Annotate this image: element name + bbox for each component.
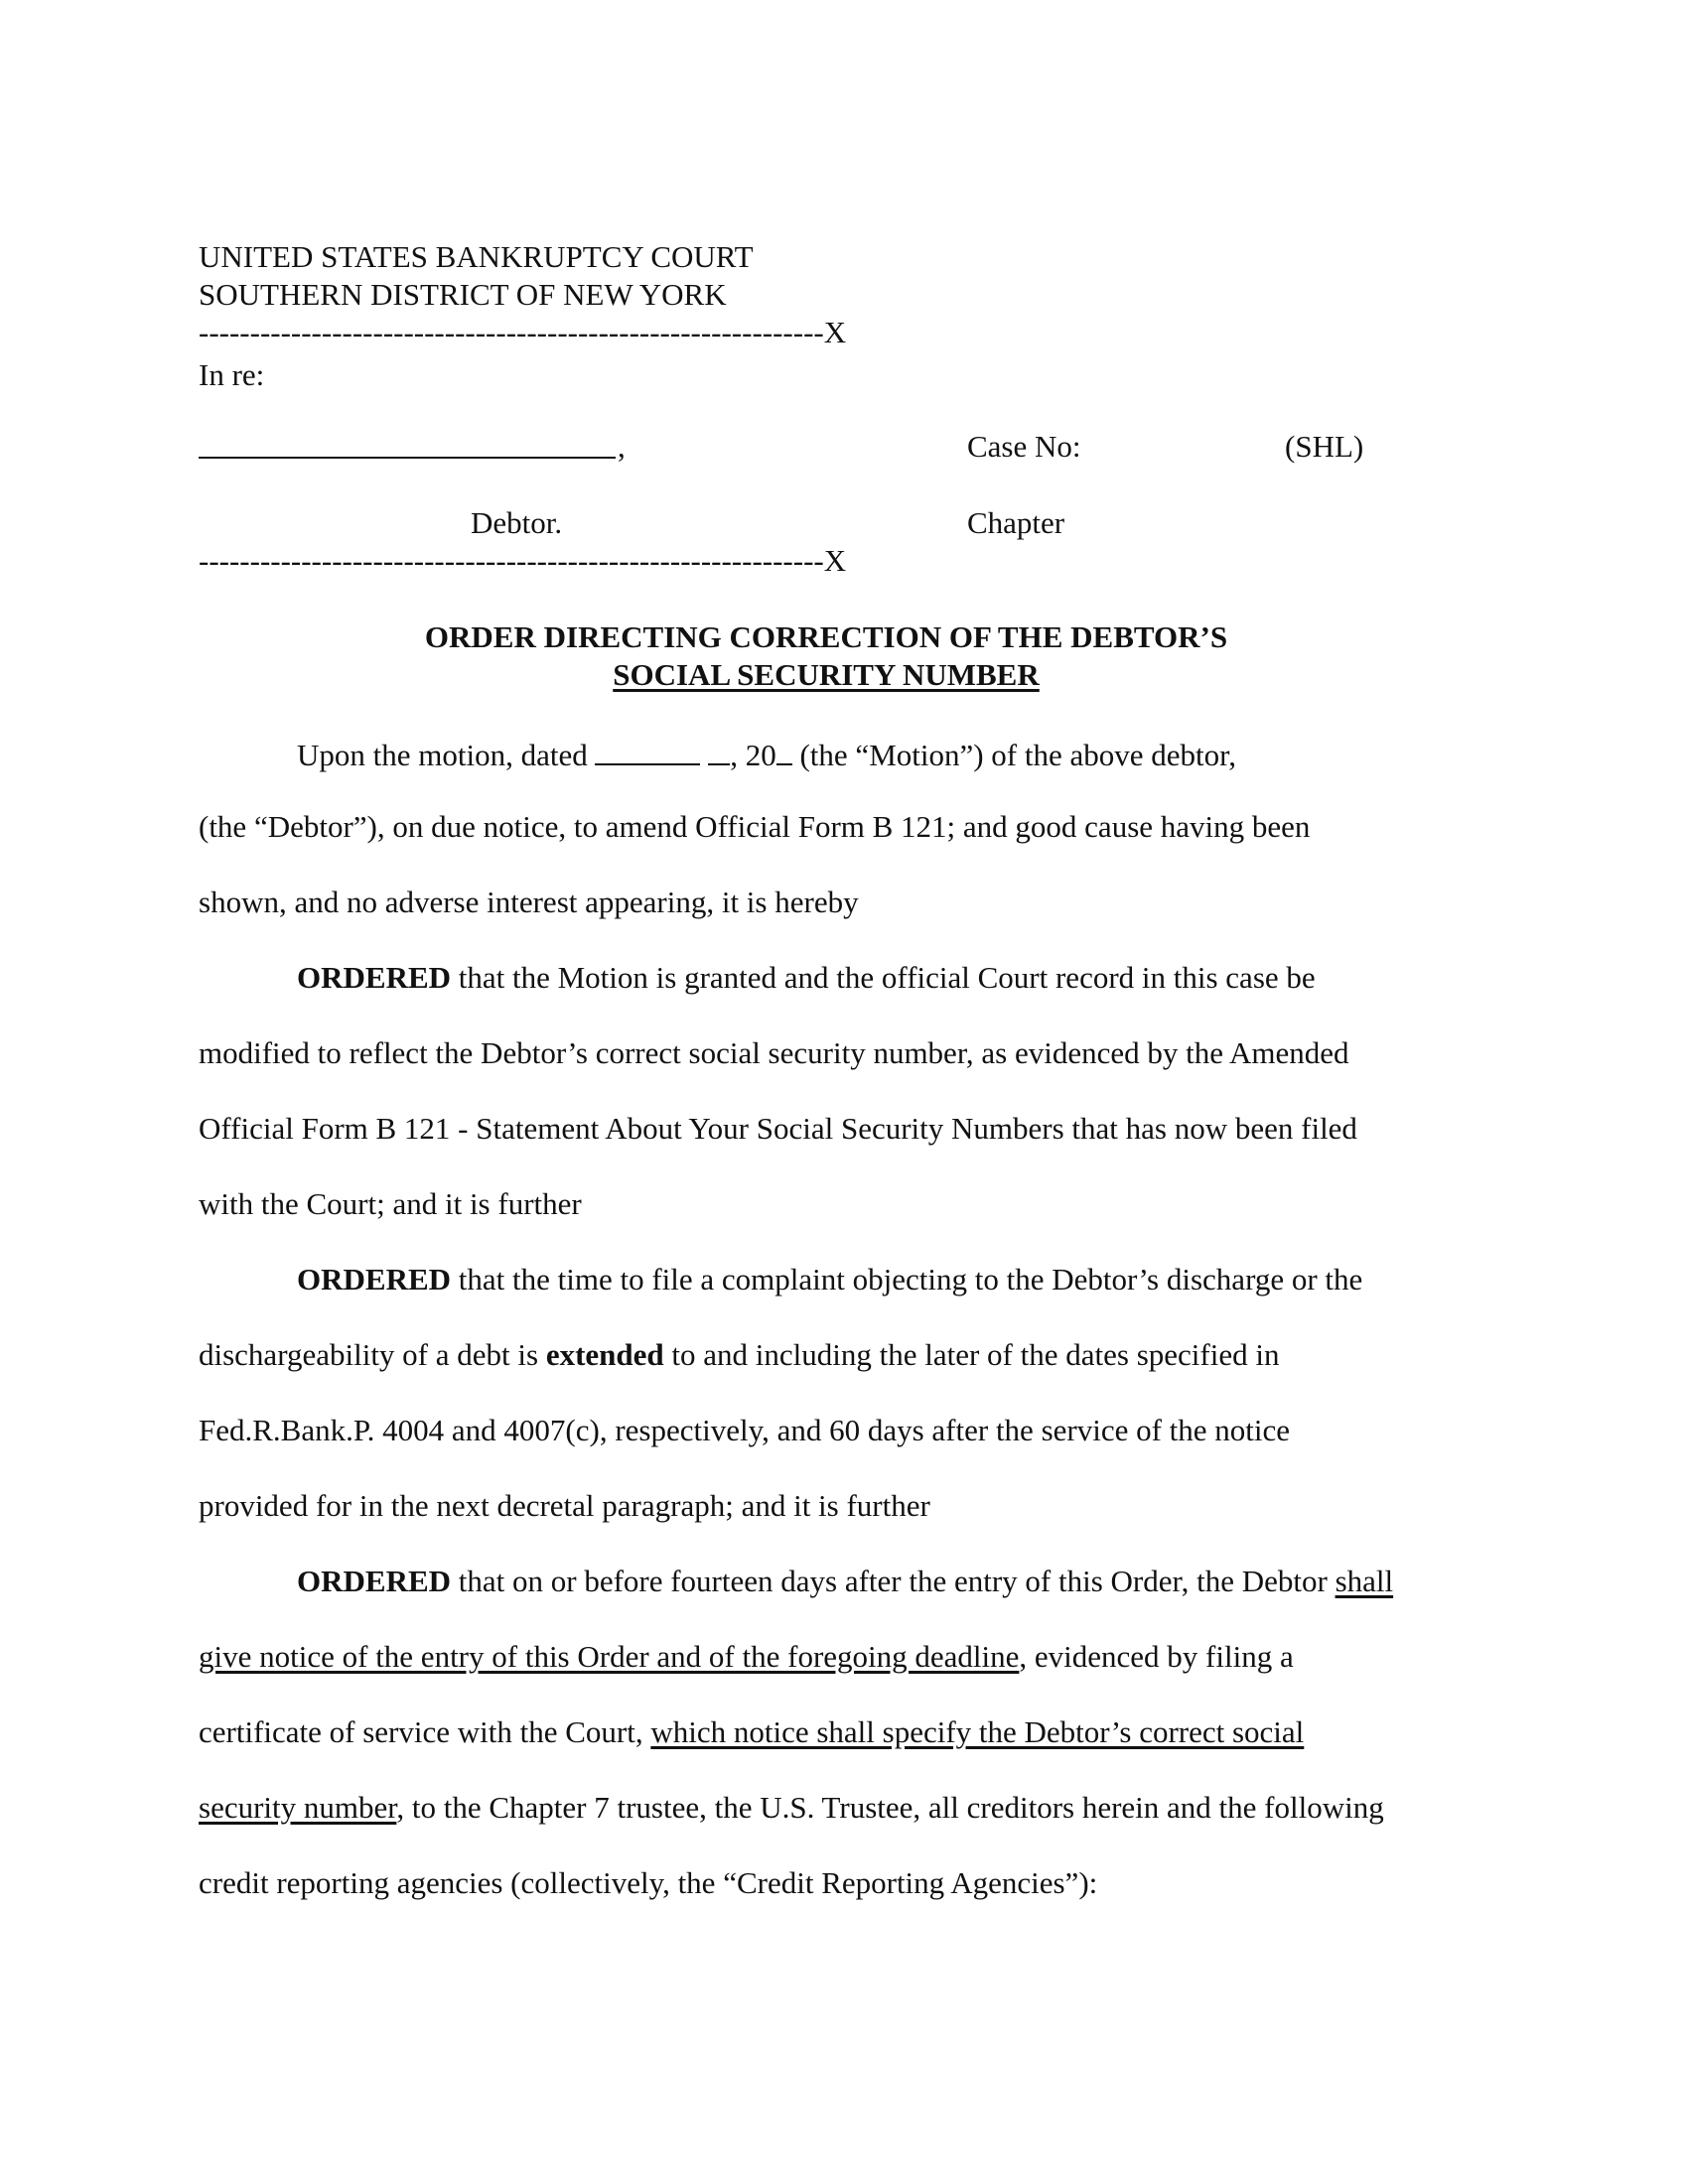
ordered-keyword: ORDERED <box>297 1262 452 1297</box>
paragraph-ordered3-line3 <box>199 1716 1304 1747</box>
paragraph-ordered3-line1 <box>297 1566 1393 1596</box>
paragraph-ordered2-line1 <box>297 1264 1362 1295</box>
debtor-label: Debtor. <box>471 505 563 540</box>
motion-day-blank[interactable] <box>708 736 730 765</box>
paragraph-motion-line2: (the “Debtor”), on due notice, to amend Official Form B 121; and good cause having been <box>199 809 1311 844</box>
paragraph-ordered2-line2 <box>199 1339 1279 1370</box>
specify-underlined: which notice shall specify the Debtor’s correct social <box>650 1714 1305 1749</box>
in-re-label: In re: <box>199 357 265 392</box>
order-title-line1: ORDER DIRECTING CORRECTION OF THE DEBTOR’S <box>424 619 1228 654</box>
paragraph-ordered3-line4 <box>199 1792 1384 1823</box>
debtor-name-field[interactable] <box>199 457 616 459</box>
paragraph-ordered1-line4: with the Court; and it is further <box>199 1186 582 1221</box>
caption-separator-top: -------------------------------------------------------------X <box>199 315 847 349</box>
paragraph-motion-line3: shown, and no adverse interest appearing, it is hereby <box>199 885 859 919</box>
case-no-label: Case No: <box>967 429 1081 464</box>
paragraph-ordered2-line3: Fed.R.Bank.P. 4004 and 4007(c), respectively, and 60 days after the service of the notice <box>199 1413 1291 1447</box>
case-suffix: (SHL) <box>1285 429 1364 464</box>
court-name: UNITED STATES BANKRUPTCY COURT <box>199 239 754 274</box>
ordered3-line4-b: , to the Chapter 7 trustee, the U.S. Trustee, all creditors herein and the following <box>396 1790 1384 1825</box>
paragraph-ordered3-line2 <box>199 1641 1294 1672</box>
order-title-line2-text: SOCIAL SECURITY NUMBER <box>613 657 1040 692</box>
extended-keyword: extended <box>545 1337 664 1372</box>
district-name: SOUTHERN DISTRICT OF NEW YORK <box>199 277 727 312</box>
motion-year-prefix: , 20 <box>730 737 776 772</box>
notice-underlined: give notice of the entry of this Order and of the foregoing deadline <box>199 1639 1020 1674</box>
debtor-name-comma: , <box>618 429 626 464</box>
paragraph-motion-line1 <box>297 736 1236 770</box>
chapter-label: Chapter <box>967 505 1065 540</box>
ordered-keyword: ORDERED <box>297 960 452 995</box>
motion-dated-text: Upon the motion, dated <box>297 737 596 772</box>
shall-underlined: shall <box>1335 1564 1394 1598</box>
paragraph-ordered1-line2: modified to reflect the Debtor’s correct social security number, as evidenced by the Amended <box>199 1035 1349 1070</box>
motion-month-blank[interactable] <box>595 736 700 765</box>
ordered3-line1-a: that on or before fourteen days after the entry of this Order, the Debtor <box>451 1564 1336 1598</box>
ordered2-line2-b: to and including the later of the dates specified in <box>663 1337 1280 1372</box>
ordered1-text: that the Motion is granted and the official Court record in this case be <box>451 960 1316 995</box>
ssn-underlined: security number <box>199 1790 397 1825</box>
ordered3-line3-a: certificate of service with the Court, <box>199 1714 651 1749</box>
ordered2-text: that the time to file a complaint objecting to the Debtor’s discharge or the <box>451 1262 1363 1297</box>
paragraph-ordered3-line5: credit reporting agencies (collectively, the “Credit Reporting Agencies”): <box>199 1865 1098 1900</box>
paragraph-ordered2-line4: provided for in the next decretal paragraph; and it is further <box>199 1488 930 1523</box>
ordered-keyword: ORDERED <box>297 1564 452 1598</box>
order-title-line2 <box>0 659 1652 690</box>
ordered2-line2-a: dischargeability of a debt is <box>199 1337 546 1372</box>
paragraph-ordered1-line1 <box>297 962 1316 993</box>
motion-text-rest: (the “Motion”) of the above debtor, <box>791 737 1236 772</box>
caption-separator-bottom: -------------------------------------------------------------X <box>199 543 847 578</box>
ordered3-line2-b: , evidenced by filing a <box>1019 1639 1294 1674</box>
motion-year-blank[interactable] <box>776 736 792 765</box>
paragraph-ordered1-line3: Official Form B 121 - Statement About Your Social Security Numbers that has now been filed <box>199 1111 1357 1146</box>
